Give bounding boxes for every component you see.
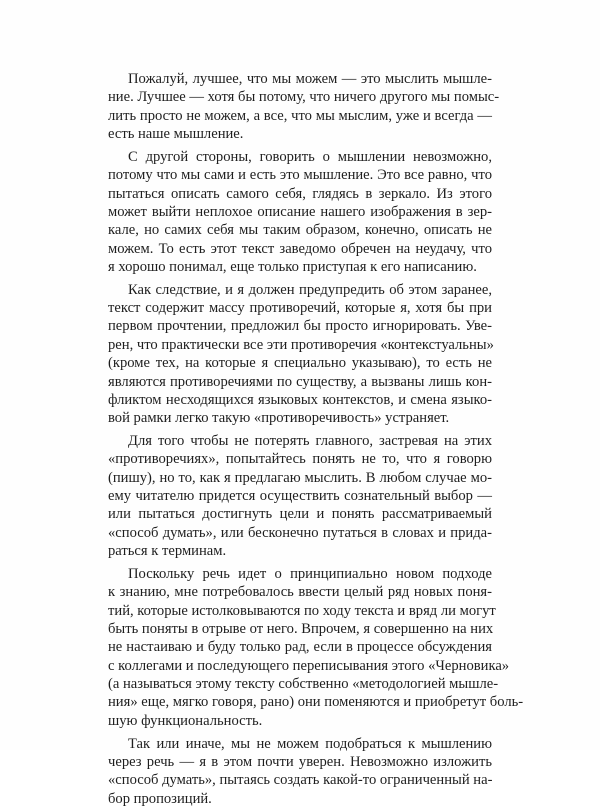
text-line: Так или иначе, мы не можем подобраться к мышлению (128, 735, 492, 752)
text-line: (а называться этому тексту собственно «методологией мышле- (108, 676, 499, 692)
text-line: тий, которые истолковываются по ходу текста и вряд ли могут (108, 602, 496, 619)
text-line: «способ думать», или бесконечно путаться в словах и прида- (108, 524, 492, 541)
text-line: или пытаться достигнуть цели и понять рассматриваемый (108, 506, 492, 523)
text-line: с коллегами и последующего переписывания этого «Черновика» (108, 657, 510, 674)
paragraph-2 (108, 148, 492, 276)
text-line: лить просто не можем, а все, что мы мыслим, уже и всегда — (108, 107, 492, 124)
paragraph-3 (108, 281, 492, 428)
text-line: бор пропозиций. (108, 790, 212, 807)
paragraph-1 (108, 70, 500, 143)
text-line: текст содержит массу противоречий, которые я, хотя бы при (108, 300, 492, 317)
text-line: фликтом несходящихся языковых контекстов, и смена языко- (108, 391, 492, 408)
text-line: через речь — я в этом почти уверен. Невозможно изложить (108, 753, 492, 770)
text-line: С другой стороны, говорить о мышлении невозможно, (128, 148, 492, 165)
text-line: я хорошо понимал, еще только приступая к его написанию. (108, 258, 477, 275)
text-line: рен, что практически все эти противоречия «контекстуальны» (108, 336, 494, 353)
paragraph-6 (108, 735, 492, 808)
text-line: ния» еще, мягко говоря, рано) они поменяются и приобретут боль- (108, 694, 524, 711)
text-line: (пишу), но то, как я предлагаю мыслить. В любом случае мо- (108, 469, 492, 486)
text-line: являются противоречиями по существу, а вызваны лишь кон- (108, 373, 492, 390)
text-line: первом прочтении, предложил бы просто игнорировать. Уве- (108, 318, 492, 335)
text-line: «противоречиях», попытайтесь понять не то, что я говорю (108, 451, 492, 468)
text-line: Для того чтобы не потерять главного, застревая на этих (128, 433, 492, 450)
text-line: «способ думать», пытаясь создать какой-то ограниченный на- (108, 772, 493, 789)
text-line: быть поняты в отрыве от него. Впрочем, я совершенно на них (108, 620, 494, 637)
body-text (108, 70, 524, 808)
text-line: может выйти неплохое описание нашего изображения в зер- (108, 203, 492, 220)
text-line: к знанию, мне потребовалось ввести целый ряд новых поня- (108, 584, 492, 601)
text-line: Поскольку речь идет о принципиально новом подходе (128, 565, 492, 582)
text-line: кале, но самих себя мы таким образом, конечно, описать не (108, 222, 492, 239)
text-line: можем. То есть этот текст заведомо обречен на неудачу, что (108, 240, 492, 257)
text-line: Как следствие, и я должен предупредить об этом заранее, (128, 281, 492, 298)
text-line: вой рамки легко такую «противоречивость» устраняет. (108, 410, 450, 427)
text-line: Пожалуй, лучшее, что мы можем — это мыслить мышле- (128, 71, 492, 87)
text-line: потому что мы сами и есть это мышление. Это все равно, что (108, 167, 492, 184)
text-line: пытаться описать самого себя, глядясь в зеркало. Из этого (108, 185, 492, 202)
text-line: шую функциональность. (108, 712, 263, 729)
text-line: ние. Лучшее — хотя бы потому, что ничего другого мы помыс- (108, 89, 500, 106)
text-line: не настаиваю и буду только рад, если в процессе обсуждения (108, 639, 492, 656)
paragraph-5 (108, 565, 524, 730)
text-line: раться к терминам. (108, 543, 227, 560)
text-line: ему читателю придется осуществить сознательный выбор — (108, 488, 492, 505)
text-line: есть наше мышление. (108, 126, 244, 143)
text-line: (кроме тех, на которые я специально указываю), то есть не (108, 355, 492, 372)
paragraph-4 (108, 432, 492, 560)
